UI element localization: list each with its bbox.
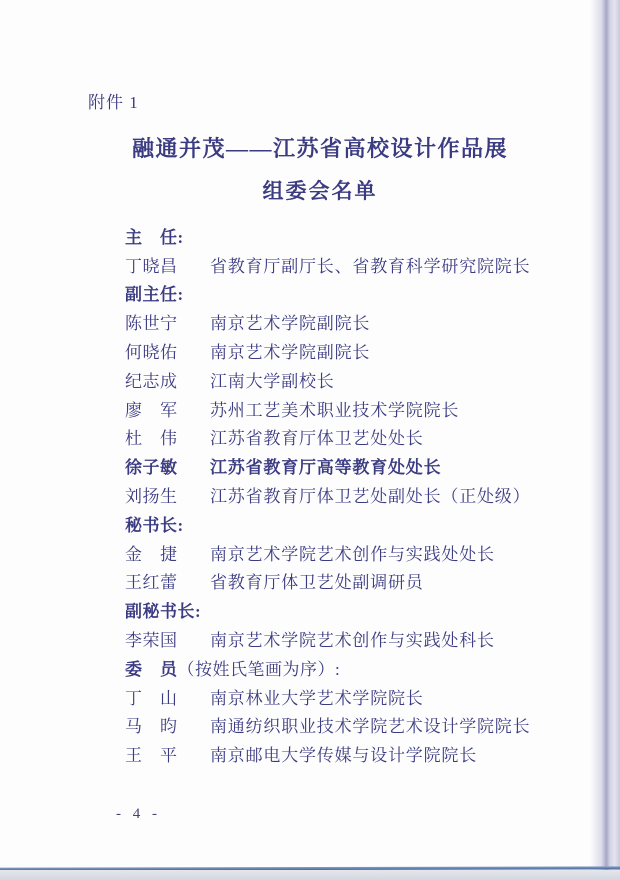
committee-entry-row xyxy=(125,423,580,452)
member-role: 江苏省教育厅高等教育处处长 xyxy=(210,458,442,478)
committee-section-header-row xyxy=(125,595,580,624)
committee-entry-row xyxy=(125,480,580,509)
committee-entry-row xyxy=(125,250,580,279)
committee-entry-row xyxy=(125,711,580,740)
member-name: 何晓佑 xyxy=(125,343,178,363)
committee-entry-row xyxy=(125,394,580,423)
committee-member-list xyxy=(125,221,580,768)
committee-section-header-row xyxy=(125,509,580,538)
member-role: 省教育厅副厅长、省教育科学研究院院长 xyxy=(210,256,531,276)
section-header-label: 主 任: xyxy=(125,227,184,247)
member-name: 廖 军 xyxy=(125,400,178,420)
member-role: 省教育厅体卫艺处副调研员 xyxy=(210,573,424,593)
title-line-2: 组委会名单 xyxy=(262,179,378,203)
committee-entry-row xyxy=(125,624,580,653)
committee-entry-row xyxy=(125,739,580,768)
member-role: 江苏省教育厅体卫艺处处长 xyxy=(210,429,424,449)
member-name: 丁 山 xyxy=(125,688,178,708)
member-role: 江苏省教育厅体卫艺处副处长（正处级） xyxy=(210,487,531,507)
member-name: 王红蕾 xyxy=(125,573,178,593)
committee-entry-row xyxy=(125,451,580,480)
member-role: 南京邮电大学传媒与设计学院院长 xyxy=(210,746,477,766)
document-title xyxy=(30,132,610,205)
committee-entry-row xyxy=(125,336,580,365)
member-role: 南京艺术学院副院长 xyxy=(210,314,371,334)
member-role: 南京林业大学艺术学院院长 xyxy=(210,688,424,708)
section-header-suffix: （按姓氏笔画为序）: xyxy=(177,659,341,679)
member-name: 李荣国 xyxy=(125,631,178,651)
member-role: 南京艺术学院艺术创作与实践处科长 xyxy=(210,631,495,651)
member-name: 杜 伟 xyxy=(125,429,178,449)
scan-edge-strip-bottom xyxy=(0,870,620,880)
committee-entry-row xyxy=(125,538,580,567)
member-role: 南通纺织职业技术学院艺术设计学院院长 xyxy=(210,717,531,737)
member-name: 陈世宁 xyxy=(125,314,178,334)
member-name: 徐子敏 xyxy=(125,458,178,478)
section-header-label: 秘书长: xyxy=(125,515,184,535)
member-name: 丁晓昌 xyxy=(125,256,178,276)
committee-entry-row xyxy=(125,567,580,596)
committee-entry-row xyxy=(125,682,580,711)
page-number: - 4 - xyxy=(116,806,161,822)
committee-entry-row xyxy=(125,307,580,336)
member-role: 南京艺术学院副院长 xyxy=(210,343,371,363)
section-header-label: 委 员 xyxy=(125,659,178,679)
member-name: 王 平 xyxy=(125,746,178,766)
member-name: 纪志成 xyxy=(125,371,178,391)
member-role: 南京艺术学院艺术创作与实践处处长 xyxy=(210,544,495,564)
committee-entry-row xyxy=(125,365,580,394)
member-name: 刘扬生 xyxy=(125,487,178,507)
member-role: 苏州工艺美术职业技术学院院长 xyxy=(210,400,460,420)
section-header-label: 副秘书长: xyxy=(125,602,202,622)
title-line-1: 融通并茂——江苏省高校设计作品展 xyxy=(131,136,508,161)
committee-section-header-row xyxy=(125,279,580,308)
committee-section-header-row xyxy=(125,221,580,250)
member-name: 马 昀 xyxy=(125,717,178,737)
attachment-label: 附件 1 xyxy=(88,93,139,112)
member-role: 江南大学副校长 xyxy=(210,371,335,391)
section-header-label: 副主任: xyxy=(125,285,184,305)
member-name: 金 捷 xyxy=(125,544,178,564)
committee-section-header-row xyxy=(125,653,580,682)
